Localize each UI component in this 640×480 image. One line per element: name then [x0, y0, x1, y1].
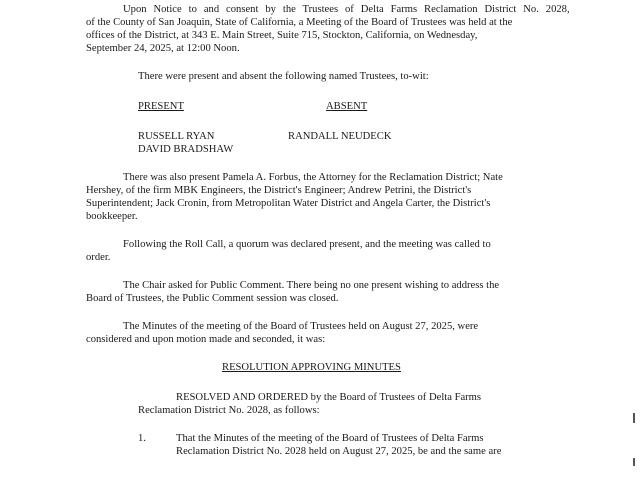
intro-text-1: Upon Notice to and consent by the Trustees of Delta Farms Reclamation District No. 2028, [123, 4, 570, 15]
attendance-intro-text: There were present and absent the following named Trustees, to-wit: [138, 71, 429, 82]
also-present-line-1: There was also present Pamela A. Forbus, the Attorney for the Reclamation District; Nate [123, 172, 503, 183]
scan-edge-mark [633, 458, 635, 466]
public-comment-line-2: Board of Trustees, the Public Comment session was closed. [86, 293, 339, 304]
roll-call-line-1: Following the Roll Call, a quorum was declared present, and the meeting was called to [123, 239, 491, 250]
scan-edge-mark [633, 413, 635, 423]
resolution-heading: RESOLUTION APPROVING MINUTES [222, 362, 401, 373]
present-heading: PRESENT [138, 101, 184, 112]
present-trustee: RUSSELL RYAN [138, 131, 215, 142]
present-trustee: DAVID BRADSHAW [138, 144, 234, 155]
intro-line-2 [86, 17, 512, 30]
intro-text-4: September 24, 2025, at 12:00 Noon. [86, 43, 240, 54]
attendance-intro [138, 71, 429, 84]
item-line-2: Reclamation District No. 2028 held on August 27, 2025, be and the same are [176, 446, 502, 457]
also-present-line-3: Superintendent; Jack Cronin, from Metropolitan Water District and Angela Carter, the District's [86, 198, 491, 209]
intro-line-1 [123, 4, 570, 17]
minutes-line-1: The Minutes of the meeting of the Board of Trustees held on August 27, 2025, were [123, 321, 479, 332]
resolved-line-2: Reclamation District No. 2028, as follows: [138, 405, 320, 416]
absent-trustee: RANDALL NEUDECK [288, 131, 392, 142]
roll-call-line-2: order. [86, 252, 111, 263]
intro-line-4 [86, 43, 240, 56]
resolved-line-1: RESOLVED AND ORDERED by the Board of Trustees of Delta Farms [176, 392, 482, 403]
intro-line-3 [86, 30, 477, 43]
absent-heading: ABSENT [326, 101, 368, 112]
item-number: 1. [138, 433, 146, 444]
intro-text-2: of the County of San Joaquin, State of California, a Meeting of the Board of Trustees was held at the [86, 17, 513, 28]
intro-text-3: offices of the District, at 343 E. Main Street, Suite 715, Stockton, California, on Wednesday, [86, 30, 478, 41]
item-line-1: That the Minutes of the meeting of the Board of Trustees of Delta Farms [176, 433, 484, 444]
minutes-line-2: considered and upon motion made and seconded, it was: [86, 334, 326, 345]
also-present-line-4: bookkeeper. [86, 211, 138, 222]
public-comment-line-1: The Chair asked for Public Comment. There being no one present wishing to address the [123, 280, 500, 291]
also-present-line-2: Hershey, of the firm MBK Engineers, the District's Engineer; Andrew Petrini, the District's [86, 185, 472, 196]
